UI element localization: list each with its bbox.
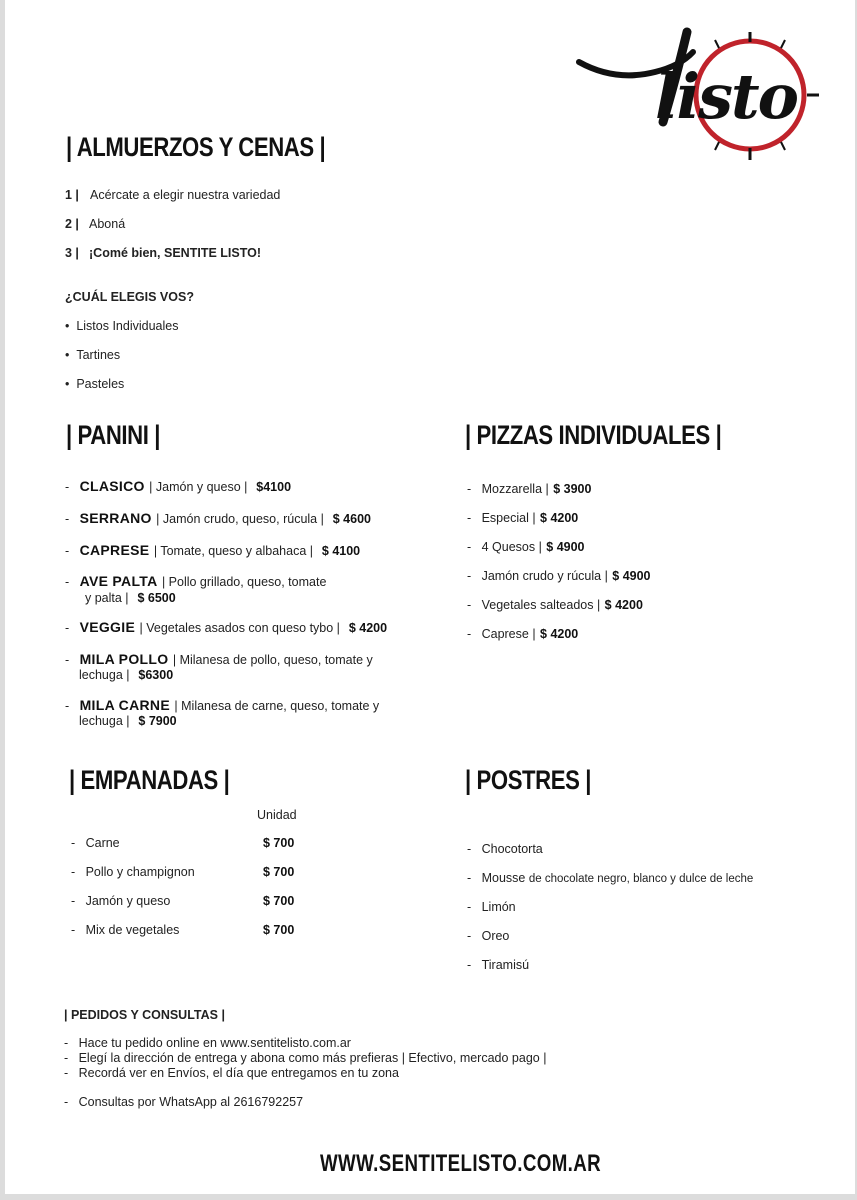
- empanada-label: Jamón y queso: [85, 894, 171, 908]
- panini-item: - CAPRESE | Tomate, queso y albahaca | $ 4100: [65, 542, 361, 558]
- panini-item: - MILA CARNE | Milanesa de carne, queso, tomate y: [65, 697, 380, 713]
- panini-desc-cont: lechuga |: [79, 714, 130, 728]
- pedidos-title: | PEDIDOS Y CONSULTAS |: [64, 1008, 225, 1022]
- panini-item-cont: [79, 666, 173, 684]
- panini-desc: | Tomate, queso y albahaca |: [153, 544, 313, 558]
- postre-item: - Limón: [467, 900, 516, 914]
- panini-price: $ 4100: [321, 544, 361, 558]
- logo-wordmark: listo: [655, 60, 798, 133]
- pizza-item: - Caprese | $ 4200: [467, 627, 579, 641]
- step-text: Aboná: [89, 217, 126, 231]
- postre-name: Oreo: [481, 929, 510, 943]
- panini-name: CAPRESE: [79, 542, 150, 558]
- pizza-item: - Vegetales salteados | $ 4200: [467, 598, 643, 612]
- pizza-price: $ 4900: [546, 540, 585, 554]
- panini-desc: | Pollo grillado, queso, tomate: [161, 575, 327, 589]
- panini-item: - MILA POLLO | Milanesa de pollo, queso, tomate y: [65, 651, 373, 667]
- panini-price: $6300: [138, 668, 174, 682]
- postre-item: - Oreo: [467, 929, 510, 943]
- panini-item-cont: [79, 712, 177, 730]
- postre-name: Chocotorta: [481, 842, 543, 856]
- pedidos-line: - Hace tu pedido online en www.sentitelisto.com.ar: [64, 1036, 351, 1050]
- empanada-label: Pollo y champignon: [85, 865, 195, 879]
- panini-name: MILA POLLO: [79, 651, 169, 667]
- pizza-price: $ 4200: [604, 598, 643, 612]
- empanada-name: - Mix de vegetales: [71, 923, 180, 937]
- empanada-price: $ 700: [263, 923, 295, 937]
- panini-price: $ 7900: [138, 714, 177, 728]
- panini-item-cont: [85, 589, 176, 607]
- brand-logo: [575, 22, 825, 168]
- panini-name: CLASICO: [79, 478, 145, 494]
- pizza-name: Vegetales salteados |: [481, 598, 601, 612]
- logo-tagline: COME BIEN, SENTITE...: [588, 44, 669, 63]
- empanada-price: $ 700: [263, 894, 295, 908]
- step-number: 1 |: [65, 188, 79, 202]
- pizza-name: Jamón crudo y rúcula |: [481, 569, 608, 583]
- pedidos-line-text: Elegí la dirección de entrega y abona como más prefieras | Efectivo, mercado pago |: [78, 1051, 547, 1065]
- question-heading: ¿CUÁL ELEGIS VOS?: [65, 290, 194, 304]
- panini-title: | PANINI |: [66, 420, 160, 450]
- step-number: 3 |: [65, 246, 79, 260]
- panini-desc: | Milanesa de pollo, queso, tomate y: [172, 653, 373, 667]
- panini-desc: | Milanesa de carne, queso, tomate y: [174, 699, 380, 713]
- postre-name: Tiramisú: [481, 958, 530, 972]
- empanada-label: Mix de vegetales: [85, 923, 180, 937]
- panini-desc: | Jamón y queso |: [149, 480, 248, 494]
- panini-desc-cont: y palta |: [85, 591, 129, 605]
- footer-url[interactable]: WWW.SENTITELISTO.COM.AR: [320, 1150, 602, 1177]
- option-item: • Tartines: [65, 348, 121, 362]
- pizza-name: 4 Quesos |: [481, 540, 542, 554]
- empanada-label: Carne: [85, 836, 120, 850]
- whatsapp-text: Consultas por WhatsApp al 2616792257: [78, 1095, 304, 1109]
- pedidos-line-text: Recordá ver en Envíos, el día que entregamos en tu zona: [78, 1066, 399, 1080]
- panini-price: $4100: [256, 480, 292, 494]
- step-number: 2 |: [65, 217, 79, 231]
- pizza-name: Caprese |: [481, 627, 536, 641]
- panini-item: - CLASICO | Jamón y queso | $4100: [65, 478, 292, 494]
- pizza-item: - Especial | $ 4200: [467, 511, 579, 525]
- postre-item: - Chocotorta: [467, 842, 543, 856]
- step-text: ¡Comé bien, SENTITE LISTO!: [89, 246, 262, 260]
- pizza-name: Especial |: [481, 511, 536, 525]
- panini-item: - VEGGIE | Vegetales asados con queso tybo | $ 4200: [65, 619, 388, 635]
- postre-name: Mousse: [481, 871, 526, 885]
- option-label: Tartines: [76, 348, 121, 362]
- pedidos-line-text: Hace tu pedido online en www.sentitelisto.com.ar: [78, 1036, 351, 1050]
- panini-desc-cont: lechuga |: [79, 668, 130, 682]
- pizza-price: $ 4200: [540, 627, 579, 641]
- panini-item: - SERRANO | Jamón crudo, queso, rúcula | $ 4600: [65, 510, 371, 526]
- panini-price: $ 4600: [332, 512, 371, 526]
- panini-name: VEGGIE: [79, 619, 136, 635]
- pizza-item: - Jamón crudo y rúcula | $ 4900: [467, 569, 651, 583]
- pizza-price: $ 3900: [553, 482, 592, 496]
- option-item: • Listos Individuales: [65, 319, 179, 333]
- pizza-price: $ 4900: [612, 569, 651, 583]
- panini-name: AVE PALTA: [79, 573, 158, 589]
- pizza-item: - Mozzarella | $ 3900: [467, 482, 592, 496]
- empanada-price: $ 700: [263, 865, 295, 879]
- empanada-name: - Carne: [71, 836, 120, 850]
- panini-price: $ 4200: [348, 621, 388, 635]
- panini-desc: | Jamón crudo, queso, rúcula |: [156, 512, 324, 526]
- whatsapp-line: - Consultas por WhatsApp al 2616792257: [64, 1095, 304, 1109]
- step-text: Acércate a elegir nuestra variedad: [90, 188, 281, 202]
- panini-name: SERRANO: [79, 510, 152, 526]
- pizza-name: Mozzarella |: [481, 482, 549, 496]
- pedidos-line: - Elegí la dirección de entrega y abona como más prefieras | Efectivo, mercado pago |: [64, 1051, 547, 1065]
- menu-page: [5, 0, 855, 1194]
- option-item: • Pasteles: [65, 377, 125, 391]
- panini-name: MILA CARNE: [79, 697, 170, 713]
- pizzas-title: | PIZZAS INDIVIDUALES |: [465, 420, 722, 450]
- empanadas-title: | EMPANADAS |: [69, 765, 230, 795]
- empanada-name: - Pollo y champignon: [71, 865, 195, 879]
- option-label: Listos Individuales: [76, 319, 179, 333]
- postre-extra: de chocolate negro, blanco y dulce de leche: [528, 873, 754, 885]
- panini-price: $ 6500: [137, 591, 176, 605]
- panini-item: - AVE PALTA | Pollo grillado, queso, tomate: [65, 573, 327, 589]
- postre-item: - Tiramisú: [467, 958, 530, 972]
- postre-item: - Mousse de chocolate negro, blanco y dulce de leche: [467, 871, 754, 885]
- empanada-name: - Jamón y queso: [71, 894, 171, 908]
- panini-desc: | Vegetales asados con queso tybo |: [139, 621, 340, 635]
- pizza-item: - 4 Quesos | $ 4900: [467, 540, 585, 554]
- pizza-price: $ 4200: [540, 511, 579, 525]
- pedidos-line: - Recordá ver en Envíos, el día que entregamos en tu zona: [64, 1066, 399, 1080]
- option-label: Pasteles: [76, 377, 125, 391]
- unit-label: Unidad: [257, 808, 297, 822]
- postre-name: Limón: [481, 900, 516, 914]
- almuerzos-title: | ALMUERZOS Y CENAS |: [66, 132, 326, 162]
- postres-title: | POSTRES |: [465, 765, 591, 795]
- empanada-price: $ 700: [263, 836, 295, 850]
